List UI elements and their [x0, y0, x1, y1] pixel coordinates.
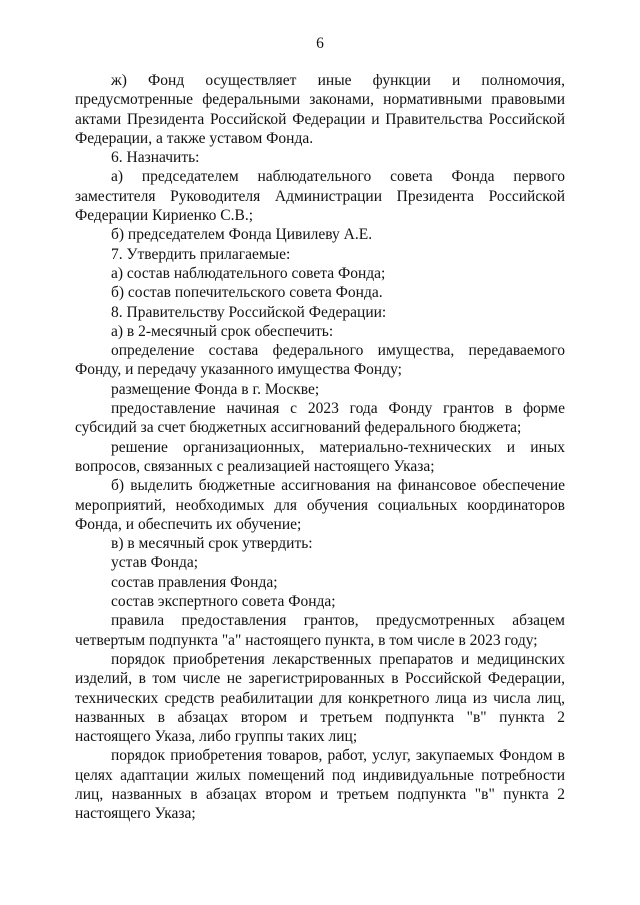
- paragraph-8a-grants: предоставление начиная с 2023 года Фонду грантов в форме субсидий за счет бюджетных ассигнований федерального бюджета;: [75, 400, 565, 437]
- paragraph-7a-supervisory-board: а) состав наблюдательного совета Фонда;: [111, 264, 386, 282]
- paragraph-8v-board: состав правления Фонда;: [111, 573, 278, 591]
- paragraph-8v-grant-rules: правила предоставления грантов, предусмотренных абзацем четвертым подпункта "а" настоящего пункта, в том числе в 2023 году;: [75, 612, 565, 649]
- paragraph-8a-two-month: а) в 2-месячный срок обеспечить:: [111, 322, 334, 340]
- paragraph-8b-budget: б) выделить бюджетные ассигнования на финансовое обеспечение мероприятий, необходимых для обучения социальных координаторов Фонда, и обеспечить их обучение;: [75, 477, 565, 533]
- paragraph-6a-supervisory-chair: а) председателем наблюдательного совета Фонда первого заместителя Руководителя Администрации Президента Российской Федерации Кириенко С.В.;: [75, 168, 565, 225]
- page-number: 6: [316, 35, 324, 52]
- paragraph-8a-organizational: решение организационных, материально-технических и иных вопросов, связанных с реализацией настоящего Указа;: [75, 438, 565, 475]
- paragraph-8v-expert-council: состав экспертного совета Фонда;: [111, 593, 336, 611]
- document-body: [75, 71, 565, 824]
- paragraph-8v-housing: порядок приобретения товаров, работ, услуг, закупаемых Фондом в целях адаптации жилых помещений под индивидуальные потребности лиц, названных в абзацах втором и третьем подпункта "в" пункта 2 настоящего Указа;: [75, 747, 565, 823]
- paragraph-6b-fund-chair: б) председателем Фонда Цивилеву А.Е.: [111, 226, 373, 244]
- paragraph-8-government: 8. Правительству Российской Федерации:: [111, 303, 387, 321]
- paragraph-8a-property: определение состава федерального имущества, передаваемого Фонду, и передачу указанного имущества Фонду;: [75, 342, 565, 379]
- paragraph-8a-location: размещение Фонда в г. Москве;: [111, 380, 320, 398]
- paragraph-8v-charter: устав Фонда;: [111, 554, 199, 572]
- paragraph-8v-one-month: в) в месячный срок утвердить:: [111, 535, 313, 553]
- paragraph-6-appoint: 6. Назначить:: [111, 149, 200, 167]
- paragraph-8v-medicines: порядок приобретения лекарственных препаратов и медицинских изделий, в том числе не зарегистрированных в Российской Федерации, технических средств реабилитации для конкретного лица из числа лиц, названных в абзацах втором и третьем подпункта "в" пункта 2 настоящего Указа, либо группы таких лиц;: [75, 650, 565, 746]
- paragraph-7-approve: 7. Утвердить прилагаемые:: [111, 245, 291, 263]
- paragraph-zh-fund-functions: ж) Фонд осуществляет иные функции и полномочия, предусмотренные федеральными законами, нормативными правовыми актами Президента Российской Федерации и Правительства Российской Федерации, а также уставом Фонда.: [75, 72, 565, 147]
- paragraph-7b-trustee-board: б) состав попечительского совета Фонда.: [111, 284, 383, 302]
